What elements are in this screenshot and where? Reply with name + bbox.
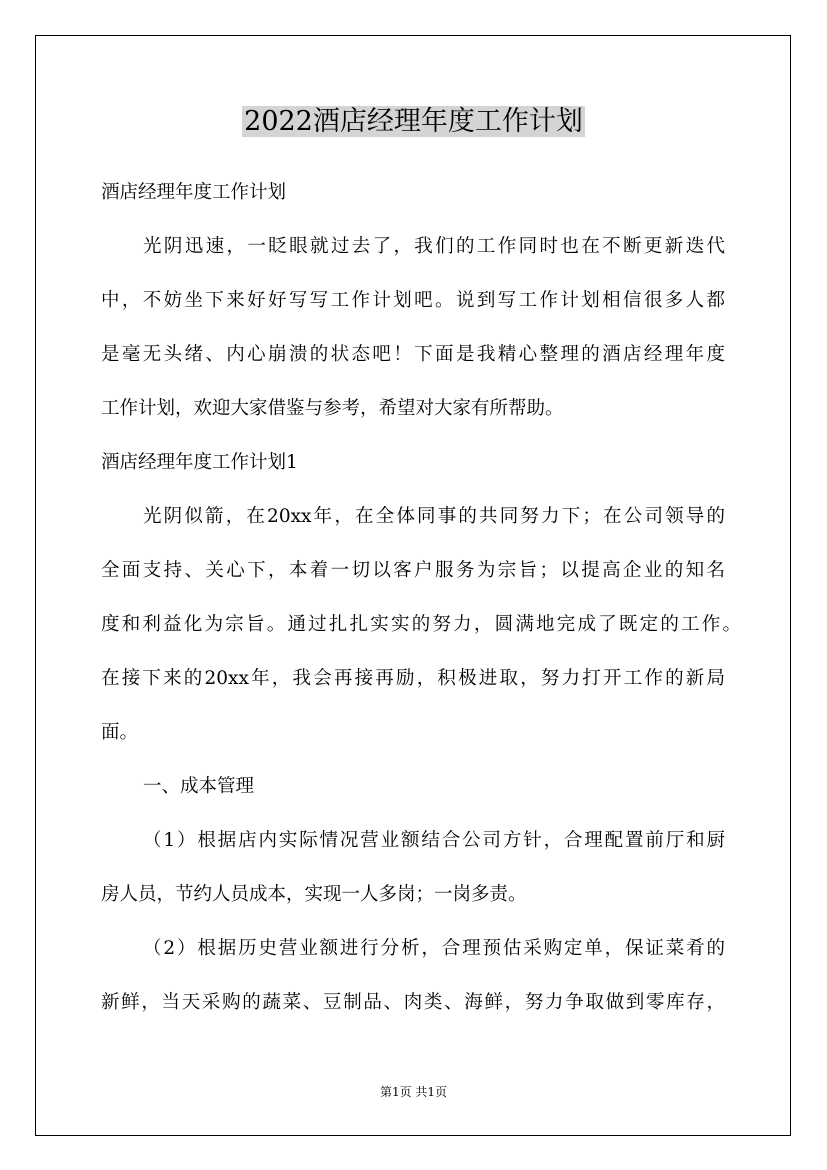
paragraph-line: 中，不妨坐下来好好写写工作计划吧。说到写工作计划相信很多人都: [101, 290, 725, 311]
page-footer: 第1页 共1页: [379, 1085, 448, 1099]
paragraph-line: （1）根据店内实际情况营业额结合公司方针，合理配置前厅和厨: [143, 830, 725, 851]
subsection-heading: 一、成本管理: [143, 776, 255, 797]
paragraph-line: 光阴似箭，在20xx年，在全体同事的共同努力下；在公司领导的: [143, 506, 725, 527]
paragraph-line: 度和利益化为宗旨。通过扎扎实实的努力，圆满地完成了既定的工作。: [101, 614, 741, 635]
document-title: 2022酒店经理年度工作计划: [244, 106, 583, 137]
paragraph-line: 工作计划，欢迎大家借鉴与参考，希望对大家有所帮助。: [101, 398, 564, 419]
paragraph-line: 全面支持、关心下，本着一切以客户服务为宗旨；以提高企业的知名: [101, 560, 725, 581]
paragraph-line: 房人员，节约人员成本，实现一人多岗；一岗多责。: [101, 884, 527, 905]
paragraph-line: 在接下来的20xx年，我会再接再励，积极进取，努力打开工作的新局: [101, 668, 725, 689]
section-heading: 酒店经理年度工作计划: [101, 182, 287, 203]
paragraph-line: 光阴迅速，一眨眼就过去了，我们的工作同时也在不断更新迭代: [143, 236, 725, 257]
section-heading: 酒店经理年度工作计划1: [101, 452, 298, 473]
paragraph-line: 新鲜，当天采购的蔬菜、豆制品、肉类、海鲜，努力争取做到零库存，: [101, 992, 725, 1013]
paragraph-line: 面。: [101, 722, 139, 743]
paragraph-line: 是毫无头绪、内心崩溃的状态吧！下面是我精心整理的酒店经理年度: [101, 344, 725, 365]
paragraph-line: （2）根据历史营业额进行分析，合理预估采购定单，保证菜肴的: [143, 938, 725, 959]
